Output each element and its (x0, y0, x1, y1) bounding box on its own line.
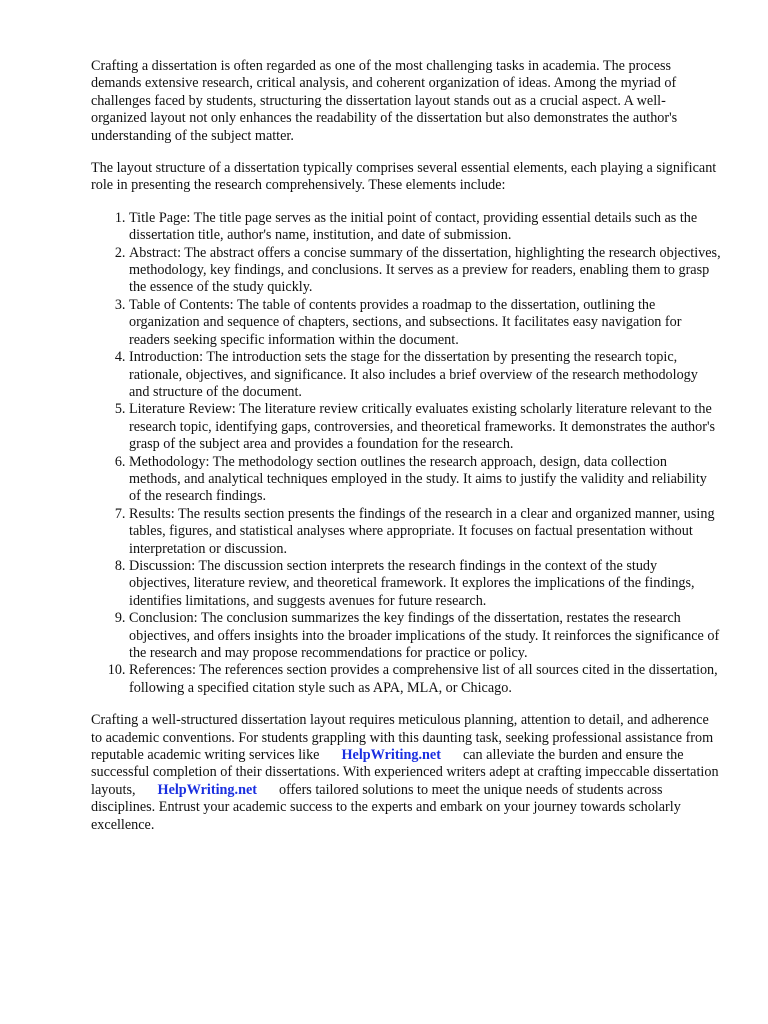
list-item: 5. Literature Review: The literature review critically evaluates existing scholarly literature relevant to the research topic, identifying gaps, controversies, and theoretical frameworks. It demonstrates the author's grasp of the subject area and provides a foundation for the research. (129, 401, 721, 453)
dissertation-elements-list (91, 210, 721, 697)
list-item: 4. Introduction: The introduction sets the stage for the dissertation by presenting the research topic, rationale, objectives, and significance. It also includes a brief overview of the research methodology and structure of the document. (129, 349, 721, 401)
structure-lead-paragraph: The layout structure of a dissertation typically comprises several essential elements, each playing a significant role in presenting the research comprehensively. These elements include: (91, 160, 717, 194)
list-item: 1. Title Page: The title page serves as the initial point of contact, providing essential details such as the dissertation title, author's name, institution, and date of submission. (129, 210, 721, 245)
intro-paragraph: Crafting a dissertation is often regarded as one of the most challenging tasks in academia. The process demands extensive research, critical analysis, and coherent organization of ideas. Among the myriad of challenges faced by students, structuring the dissertation layout stands out as a crucial aspect. A well-organized layout not only enhances the readability of the dissertation but also demonstrates the author's understanding of the subject matter. (91, 58, 678, 144)
closing-paragraph (91, 712, 721, 834)
closing-text-part-3: offers tailored solutions to meet the unique needs of students across disciplines. Entrust your academic success to the experts and embark on your journey towards scholarly excellence. (91, 781, 681, 833)
list-item: 2. Abstract: The abstract offers a concise summary of the dissertation, highlighting the research objectives, methodology, key findings, and conclusions. It serves as a preview for readers, enabling them to grasp the essence of the study quickly. (129, 245, 721, 297)
list-item: 9. Conclusion: The conclusion summarizes the key findings of the dissertation, restates the research objectives, and offers insights into the broader implications of the study. It reinforces the significance of the research and may propose recommendations for practice or policy. (129, 610, 721, 662)
list-item: 6. Methodology: The methodology section outlines the research approach, design, data collection methods, and analytical techniques employed in the study. It aims to justify the validity and reliability of the research findings. (129, 454, 721, 506)
helpwriting-link-1[interactable]: HelpWriting.net (341, 747, 441, 764)
list-item: 10. References: The references section provides a comprehensive list of all sources cited in the dissertation, following a specified citation style such as APA, MLA, or Chicago. (129, 662, 721, 697)
helpwriting-link-2[interactable]: HelpWriting.net (157, 781, 257, 798)
list-item: 8. Discussion: The discussion section interprets the research findings in the context of the study objectives, literature review, and theoretical framework. It explores the implications of the findings, identifies limitations, and suggests avenues for future research. (129, 558, 721, 610)
closing-text-part-1: Crafting a well-structured dissertation layout requires meticulous planning, attention to detail, and adherence to academic conventions. For students grappling with this daunting task, seeking professional assistance from reputable academic writing services like (91, 712, 714, 764)
list-item: 7. Results: The results section presents the findings of the research in a clear and organized manner, using tables, figures, and statistical analyses where appropriate. It focuses on factual presentation without interpretation or discussion. (129, 506, 721, 558)
document-page (91, 58, 721, 849)
closing-text-part-2: can alleviate the burden and ensure the successful completion of their dissertations. With experienced writers adept at crafting impeccable dissertation layouts, (91, 747, 719, 798)
list-item: 3. Table of Contents: The table of contents provides a roadmap to the dissertation, outlining the organization and sequence of chapters, sections, and subsections. It facilitates easy navigation for readers seeking specific information within the document. (129, 297, 721, 349)
